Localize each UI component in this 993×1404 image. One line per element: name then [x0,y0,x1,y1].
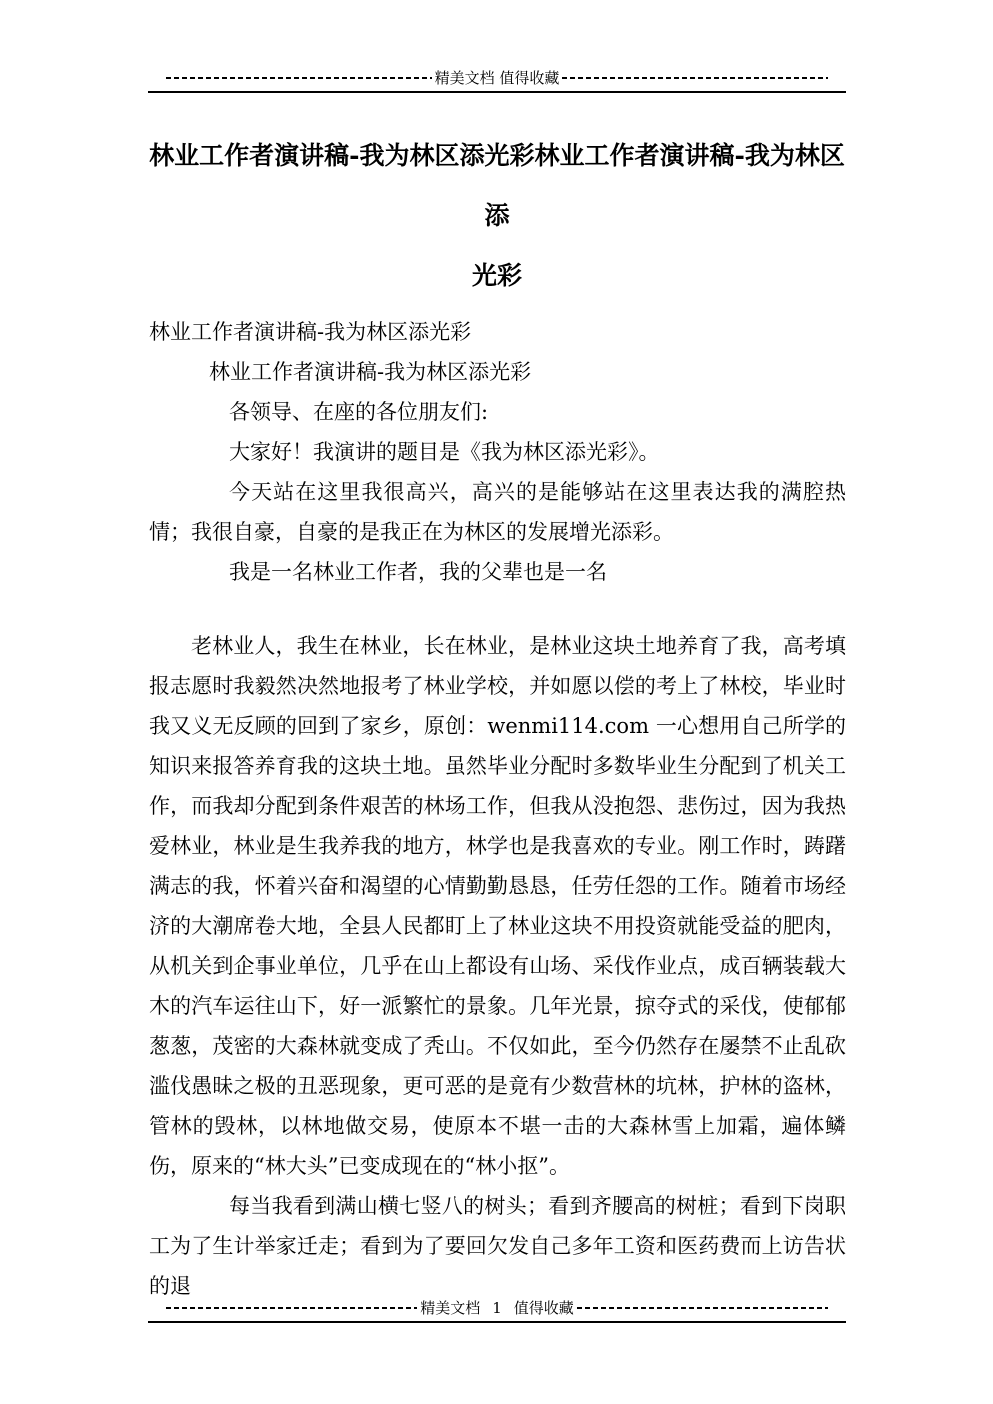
paragraph-8: 每当我看到满山横七竖八的树头；看到齐腰高的树桩；看到下岗职工为了生计举家迁走；看到为了要回欠发自己多年工资和医药费而上访告状的退 [149,1194,846,1298]
paragraph-3: 各领导、在座的各位朋友们: [229,400,489,424]
footer-label-right: 值得收藏 [513,1299,574,1317]
header-rule [148,91,846,93]
paragraph-6: 我是一名林业工作者，我的父辈也是一名 [229,560,607,584]
document-title [148,126,846,306]
title-line-2: 光彩 [471,261,522,290]
footer-label [417,1300,577,1316]
paragraph-4: 大家好！我演讲的题目是《我为林区添光彩》。 [229,440,660,464]
document-body [149,312,846,1306]
page-header [148,66,846,93]
footer-dash-left [166,1307,417,1309]
footer-dashed-row [166,1296,828,1320]
paragraph-7: 老林业人，我生在林业，长在林业，是林业这块土地养育了我，高考填报志愿时我毅然决然地报考了林业学校，并如愿以偿的考上了林校，毕业时我又义无反顾的回到了家乡，原创：wenmi114.com 一心想用自己所学的知识来报答养育我的这块土地。虽然毕业分配时多数毕业生分配到了机关工作，而我却分配到条件艰苦的林场工作，但我从没抱怨、悲伤过，因为我热爱林业，林业是生我养我的地方，林学也是我喜欢的专业。刚工作时，踌躇满志的我，怀着兴奋和渴望的心情勤勤恳恳，任劳任怨的工作。随着市场经济的大潮席卷大地，全县人民都盯上了林业这块不用投资就能受益的肥肉，从机关到企事业单位，几乎在山上都设有山场、采伐作业点，成百辆装载大木的汽车运往山下，好一派繁忙的景象。几年光景，掠夺式的采伐，使郁郁葱葱，茂密的大森林就变成了秃山。不仅如此，至今仍然存在屡禁不止乱砍滥伐愚昧之极的丑恶现象，更可恶的是竟有少数营林的坑林，护林的盗林，管林的毁林，以林地做交易，使原本不堪一击的大森林雪上加霜，遍体鳞伤，原来的“林大头”已变成现在的“林小抠”。 [149,634,846,1178]
paragraph-5: 今天站在这里我很高兴，高兴的是能够站在这里表达我的满腔热情；我很自豪，自豪的是我正在为林区的发展增光添彩。 [149,480,846,544]
footer-page-number: 1 [492,1299,502,1317]
paragraph-2: 林业工作者演讲稿-我为林区添光彩 [209,360,532,384]
page-footer [148,1296,846,1323]
header-dashed-row [166,66,828,90]
header-dash-right [562,77,828,79]
title-line-1: 林业工作者演讲稿-我为林区添光彩林业工作者演讲稿-我为林区添 [149,141,845,230]
footer-dash-right [577,1307,828,1309]
header-dash-left [166,77,432,79]
footer-label-left: 精美文档 [420,1299,481,1317]
paragraph-1: 林业工作者演讲稿-我为林区添光彩 [149,320,472,344]
header-label: 精美文档 值得收藏 [434,69,560,87]
footer-rule [148,1321,846,1323]
